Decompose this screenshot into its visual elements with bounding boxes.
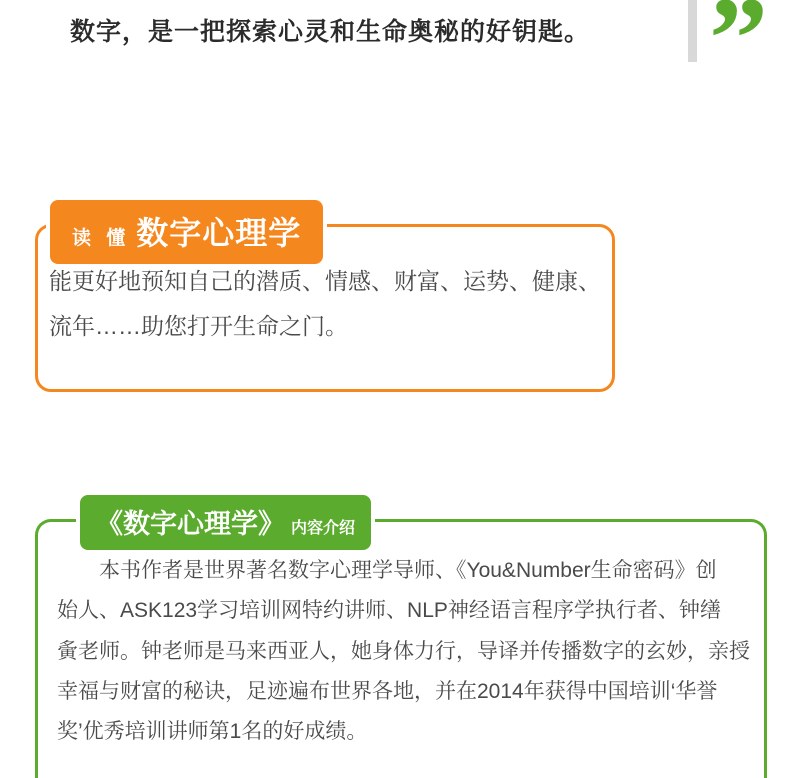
section-two-line: 夤老师。钟老师是马来西亚人，她身体力行，导译并传播数字的玄妙，亲授 [57,639,750,663]
section-two-line: 奖’优秀培训讲师第1名的好成绩。 [57,720,368,744]
section-one-line: 流年……助您打开生命之门。 [49,313,348,340]
section-two-line: 始人、ASK123学习培训网特约讲师、NLP神经语言程序学执行者、钟缮 [57,599,721,623]
section-two-line: 本书作者是世界著名数字心理学导师、《You&Number生命密码》创 [99,559,717,582]
section-two-heading-tag [80,495,371,550]
section-one-heading-title: 数字心理学 [136,215,302,251]
section-two-heading-subtitle: 内容介绍 [291,520,356,537]
quote-text: 数字，是一把探索心灵和生命奥秘的好钥匙。 [70,18,591,46]
section-one-heading-prefix: 读 懂 [72,228,131,249]
quotation-mark-icon: ” [709,0,764,104]
section-two-line: 幸福与财富的秘诀，足迹遍布世界各地，并在2014年获得中国培训‘华誉 [57,679,718,703]
section-one-line: 能更好地预知自己的潜质、情感、财富、运势、健康、 [49,268,601,294]
quote-banner [0,0,800,104]
quote-mark-group [688,0,764,104]
section-one-body [49,266,605,356]
section-one-heading-tag [50,200,323,264]
quote-divider-bar [688,0,697,62]
section-two-body [57,557,757,758]
section-two-heading-title: 《数字心理学》 [96,509,285,539]
